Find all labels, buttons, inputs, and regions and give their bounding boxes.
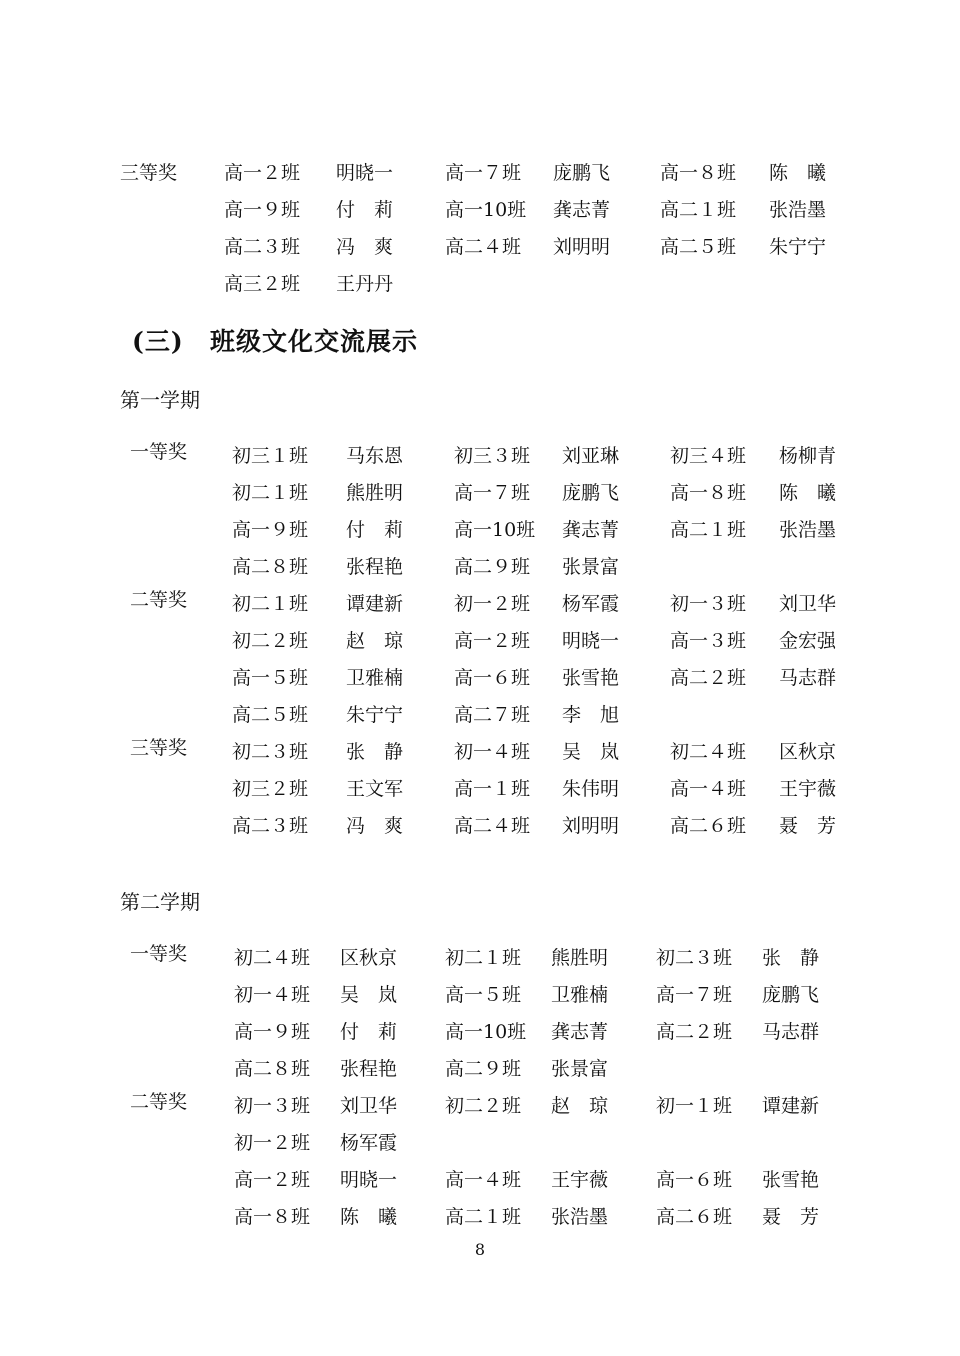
teacher-name: 龚志菁 — [562, 519, 620, 541]
class-name: 高一４班 — [445, 1169, 522, 1191]
teacher-name: 李 旭 — [562, 704, 620, 726]
teacher-name: 卫雅楠 — [346, 667, 404, 689]
teacher-name: 张程艳 — [346, 556, 404, 578]
teacher-name: 刘卫华 — [340, 1095, 398, 1117]
teacher-name: 张雪艳 — [562, 667, 620, 689]
class-name: 初一２班 — [234, 1132, 311, 1154]
teacher-name: 区秋京 — [779, 741, 837, 763]
award-row — [0, 1202, 960, 1239]
award-row — [0, 269, 960, 306]
award-row — [0, 515, 960, 552]
teacher-name: 区秋京 — [340, 947, 398, 969]
class-name: 高二２班 — [656, 1021, 733, 1043]
class-name: 初一４班 — [234, 984, 311, 1006]
teacher-name: 熊胜明 — [346, 482, 404, 504]
class-name: 高二８班 — [234, 1058, 311, 1080]
award-row — [0, 663, 960, 700]
award-row — [0, 980, 960, 1017]
teacher-name: 明晓一 — [336, 162, 394, 184]
class-name: 高一１班 — [454, 778, 531, 800]
teacher-name: 冯 爽 — [346, 815, 404, 837]
class-name: 初二１班 — [232, 593, 309, 615]
class-name: 高一10班 — [445, 1021, 527, 1043]
teacher-name: 聂 芳 — [779, 815, 837, 837]
award-label: 三等奖 — [130, 737, 188, 759]
teacher-name: 龚志菁 — [553, 199, 611, 221]
award-row — [0, 1054, 960, 1091]
award-row — [0, 552, 960, 589]
class-name: 高一６班 — [656, 1169, 733, 1191]
teacher-name: 朱伟明 — [562, 778, 620, 800]
class-name: 高一７班 — [454, 482, 531, 504]
class-name: 初三３班 — [454, 445, 531, 467]
teacher-name: 卫雅楠 — [551, 984, 609, 1006]
award-row — [0, 700, 960, 737]
teacher-name: 张程艳 — [340, 1058, 398, 1080]
award-row — [0, 1091, 960, 1128]
award-row — [0, 441, 960, 478]
teacher-name: 熊胜明 — [551, 947, 609, 969]
class-name: 初一３班 — [670, 593, 747, 615]
class-name: 高一７班 — [445, 162, 522, 184]
class-name: 高一２班 — [454, 630, 531, 652]
teacher-name: 陈 曦 — [340, 1206, 398, 1228]
class-name: 初二２班 — [445, 1095, 522, 1117]
class-name: 初一２班 — [454, 593, 531, 615]
class-name: 高一８班 — [670, 482, 747, 504]
class-name: 高一９班 — [224, 199, 301, 221]
teacher-name: 谭建新 — [762, 1095, 820, 1117]
teacher-name: 聂 芳 — [762, 1206, 820, 1228]
class-name: 高二５班 — [660, 236, 737, 258]
class-name: 高二６班 — [670, 815, 747, 837]
teacher-name: 付 莉 — [336, 199, 394, 221]
semester-title-1: 第一学期 — [120, 388, 200, 412]
class-name: 高二９班 — [454, 556, 531, 578]
teacher-name: 吴 岚 — [340, 984, 398, 1006]
class-name: 高一８班 — [234, 1206, 311, 1228]
class-name: 高一７班 — [656, 984, 733, 1006]
class-name: 初三２班 — [232, 778, 309, 800]
class-name: 高一２班 — [224, 162, 301, 184]
class-name: 初二４班 — [234, 947, 311, 969]
award-row — [0, 1165, 960, 1202]
award-row — [0, 1017, 960, 1054]
teacher-name: 陈 曦 — [769, 162, 827, 184]
class-name: 高一９班 — [234, 1021, 311, 1043]
teacher-name: 明晓一 — [340, 1169, 398, 1191]
class-name: 高二１班 — [660, 199, 737, 221]
class-name: 高二７班 — [454, 704, 531, 726]
class-name: 高二４班 — [445, 236, 522, 258]
award-row — [0, 626, 960, 663]
award-row — [0, 589, 960, 626]
teacher-name: 庞鹏飞 — [553, 162, 611, 184]
award-label: 一等奖 — [130, 943, 188, 965]
class-name: 初二２班 — [232, 630, 309, 652]
teacher-name: 庞鹏飞 — [562, 482, 620, 504]
award-row — [0, 811, 960, 848]
class-name: 高一６班 — [454, 667, 531, 689]
teacher-name: 杨军霞 — [562, 593, 620, 615]
section-heading — [132, 322, 418, 358]
class-name: 初三４班 — [670, 445, 747, 467]
teacher-name: 张雪艳 — [762, 1169, 820, 1191]
teacher-name: 杨柳青 — [779, 445, 837, 467]
class-name: 初三１班 — [232, 445, 309, 467]
class-name: 高一８班 — [660, 162, 737, 184]
teacher-name: 张景富 — [562, 556, 620, 578]
teacher-name: 马志群 — [762, 1021, 820, 1043]
class-name: 高二９班 — [445, 1058, 522, 1080]
teacher-name: 谭建新 — [346, 593, 404, 615]
teacher-name: 刘明明 — [553, 236, 611, 258]
teacher-name: 冯 爽 — [336, 236, 394, 258]
class-name: 高一２班 — [234, 1169, 311, 1191]
class-name: 高二２班 — [670, 667, 747, 689]
section-number: (三) — [132, 327, 184, 356]
teacher-name: 刘亚琳 — [562, 445, 620, 467]
class-name: 初二３班 — [656, 947, 733, 969]
class-name: 初一１班 — [656, 1095, 733, 1117]
class-name: 初二３班 — [232, 741, 309, 763]
teacher-name: 刘明明 — [562, 815, 620, 837]
teacher-name: 张景富 — [551, 1058, 609, 1080]
class-name: 高二１班 — [670, 519, 747, 541]
award-label: 二等奖 — [130, 1091, 188, 1113]
teacher-name: 吴 岚 — [562, 741, 620, 763]
award-row — [0, 943, 960, 980]
class-name: 高二４班 — [454, 815, 531, 837]
teacher-name: 赵 琼 — [346, 630, 404, 652]
award-row — [0, 737, 960, 774]
teacher-name: 马志群 — [779, 667, 837, 689]
class-name: 高一９班 — [232, 519, 309, 541]
teacher-name: 金宏强 — [779, 630, 837, 652]
teacher-name: 张浩墨 — [769, 199, 827, 221]
class-name: 初二４班 — [670, 741, 747, 763]
class-name: 高一５班 — [232, 667, 309, 689]
award-row — [0, 158, 960, 195]
class-name: 高一10班 — [445, 199, 527, 221]
teacher-name: 杨军霞 — [340, 1132, 398, 1154]
page-number: 8 — [474, 1240, 486, 1259]
teacher-name: 王丹丹 — [336, 273, 394, 295]
award-row — [0, 232, 960, 269]
class-name: 初二１班 — [232, 482, 309, 504]
teacher-name: 马东恩 — [346, 445, 404, 467]
class-name: 高二１班 — [445, 1206, 522, 1228]
award-label: 三等奖 — [120, 162, 178, 184]
class-name: 高三２班 — [224, 273, 301, 295]
class-name: 高一５班 — [445, 984, 522, 1006]
teacher-name: 张浩墨 — [551, 1206, 609, 1228]
class-name: 高二６班 — [656, 1206, 733, 1228]
class-name: 高二３班 — [224, 236, 301, 258]
teacher-name: 张浩墨 — [779, 519, 837, 541]
teacher-name: 王宇薇 — [551, 1169, 609, 1191]
class-name: 初一４班 — [454, 741, 531, 763]
award-row — [0, 478, 960, 515]
class-name: 高一４班 — [670, 778, 747, 800]
class-name: 高一３班 — [670, 630, 747, 652]
award-label: 二等奖 — [130, 589, 188, 611]
teacher-name: 张 静 — [762, 947, 820, 969]
class-name: 初一３班 — [234, 1095, 311, 1117]
class-name: 高二３班 — [232, 815, 309, 837]
teacher-name: 朱宁宁 — [346, 704, 404, 726]
class-name: 高一10班 — [454, 519, 536, 541]
teacher-name: 刘卫华 — [779, 593, 837, 615]
teacher-name: 朱宁宁 — [769, 236, 827, 258]
award-row — [0, 1128, 960, 1165]
teacher-name: 张 静 — [346, 741, 404, 763]
teacher-name: 明晓一 — [562, 630, 620, 652]
class-name: 初二１班 — [445, 947, 522, 969]
teacher-name: 陈 曦 — [779, 482, 837, 504]
teacher-name: 赵 琼 — [551, 1095, 609, 1117]
section-title: 班级文化交流展示 — [210, 327, 419, 356]
semester-title-2: 第二学期 — [120, 890, 200, 914]
teacher-name: 庞鹏飞 — [762, 984, 820, 1006]
class-name: 高二５班 — [232, 704, 309, 726]
award-row — [0, 195, 960, 232]
teacher-name: 王文军 — [346, 778, 404, 800]
class-name: 高二８班 — [232, 556, 309, 578]
award-label: 一等奖 — [130, 441, 188, 463]
teacher-name: 王宇薇 — [779, 778, 837, 800]
teacher-name: 龚志菁 — [551, 1021, 609, 1043]
award-row — [0, 774, 960, 811]
teacher-name: 付 莉 — [340, 1021, 398, 1043]
teacher-name: 付 莉 — [346, 519, 404, 541]
